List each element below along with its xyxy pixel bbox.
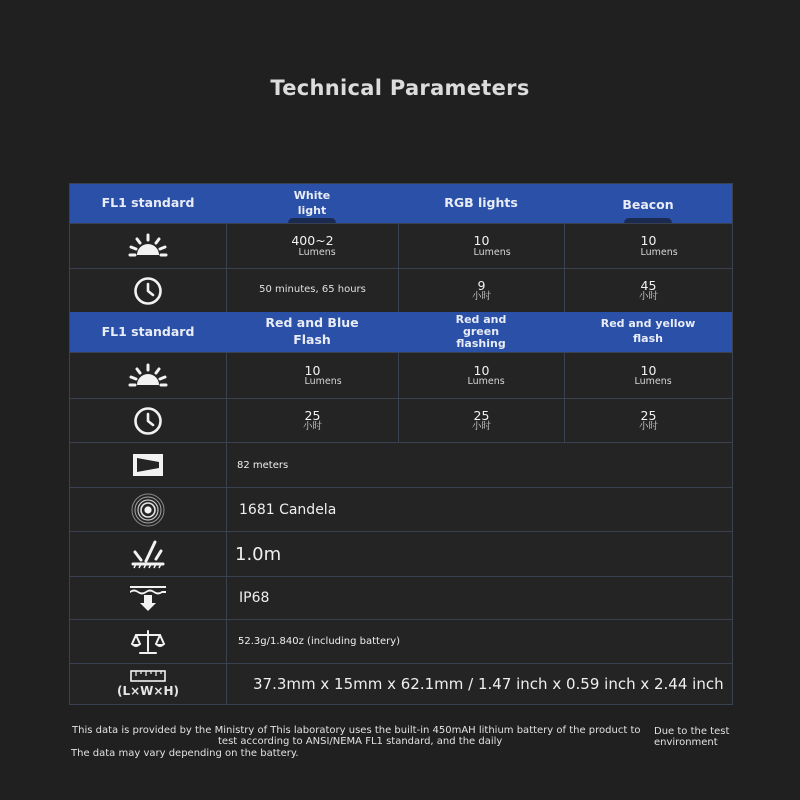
footer-note-line-1: This data is provided by the Ministry of This laboratory uses the built-in 450mAH lithium battery of the product to xyxy=(72,725,641,736)
brightness-unit: Lumens xyxy=(634,376,672,388)
runtime-value: 50 minutes, 65 hours xyxy=(259,284,366,296)
runtime-row xyxy=(70,398,732,442)
brightness-value: 400~2 xyxy=(291,233,334,249)
header-red-yellow-flash-label: Red and yellow flash xyxy=(600,317,696,345)
dimensions-row xyxy=(70,663,732,704)
page-title: Technical Parameters xyxy=(270,76,530,100)
white-light-runtime-cell xyxy=(226,269,398,312)
spec-table xyxy=(69,183,733,705)
dimensions-label: (L×W×H) xyxy=(116,684,179,698)
beam-distance-value: 82 meters xyxy=(226,443,732,487)
balance-scale-icon xyxy=(130,629,166,655)
brightness-sun-icon xyxy=(128,233,168,259)
header-row-flash-modes xyxy=(70,312,732,352)
rgb-brightness-cell xyxy=(398,224,564,268)
waterproof-icon xyxy=(128,583,168,613)
red-blue-brightness-cell xyxy=(226,353,398,398)
beacon-runtime-cell xyxy=(564,269,732,312)
header-cell-red-blue-flash xyxy=(226,312,398,352)
peak-intensity-icon-cell xyxy=(70,488,226,531)
dimensions-value: 37.3mm x 15mm x 62.1mm / 1.47 inch x 0.59 inch x 2.44 inch xyxy=(226,664,732,704)
beacon-brightness-cell xyxy=(564,224,732,268)
runtime-unit: 小时 xyxy=(638,421,658,433)
runtime-unit: 小时 xyxy=(302,421,322,433)
runtime-row xyxy=(70,268,732,312)
runtime-value: 25 xyxy=(473,407,490,423)
runtime-icon-cell xyxy=(70,399,226,442)
runtime-unit: 小时 xyxy=(471,421,491,433)
header-standard-label: FL1 standard xyxy=(101,195,195,211)
brightness-value: 10 xyxy=(473,362,490,378)
clock-icon xyxy=(133,406,163,436)
red-yellow-brightness-cell xyxy=(564,353,732,398)
impact-resistance-icon xyxy=(131,539,165,569)
runtime-value: 45 xyxy=(640,277,657,293)
brightness-unit: Lumens xyxy=(473,246,511,258)
brightness-value: 10 xyxy=(640,233,657,249)
footer-note-line-3: The data may vary depending on the battery. xyxy=(71,748,299,759)
brightness-icon-cell xyxy=(70,224,226,268)
dimensions-icon-cell xyxy=(70,664,226,704)
brightness-icon-cell xyxy=(70,353,226,398)
brightness-unit: Lumens xyxy=(467,376,505,388)
header-white-light-label: White light xyxy=(293,188,331,217)
waterproof-icon-cell xyxy=(70,577,226,619)
red-blue-runtime-cell xyxy=(226,399,398,442)
impact-resistance-value: 1.0m xyxy=(226,532,732,576)
brightness-unit: Lumens xyxy=(298,246,336,258)
red-green-brightness-cell xyxy=(398,353,564,398)
brightness-unit: Lumens xyxy=(640,246,678,258)
header-cell-beacon xyxy=(564,184,732,223)
beam-distance-icon xyxy=(131,452,165,478)
peak-intensity-row xyxy=(70,487,732,531)
red-green-runtime-cell xyxy=(398,399,564,442)
white-light-brightness-cell xyxy=(226,224,398,268)
runtime-icon-cell xyxy=(70,269,226,312)
rgb-runtime-cell xyxy=(398,269,564,312)
impact-resistance-icon-cell xyxy=(70,532,226,576)
peak-intensity-value: 1681 Candela xyxy=(226,488,732,531)
clock-icon xyxy=(133,276,163,306)
brightness-row xyxy=(70,352,732,398)
brightness-sun-icon xyxy=(128,363,168,389)
runtime-value: 25 xyxy=(304,407,321,423)
brightness-row xyxy=(70,223,732,268)
footer-side-note: Due to the test environment xyxy=(654,726,730,748)
header-rgb-lights-label: RGB lights xyxy=(444,195,518,211)
header-cell-rgb-lights xyxy=(398,184,564,223)
beam-distance-icon-cell xyxy=(70,443,226,487)
waterproof-row xyxy=(70,576,732,619)
weight-value: 52.3g/1.840z (including battery) xyxy=(226,620,732,663)
header-red-blue-flash-label: Red and Blue Flash xyxy=(265,315,359,347)
waterproof-value: IP68 xyxy=(226,577,732,619)
impact-resistance-row xyxy=(70,531,732,576)
weight-row xyxy=(70,619,732,663)
header-cell-standard xyxy=(70,312,226,352)
runtime-value: 9 xyxy=(477,277,486,293)
brightness-value: 10 xyxy=(304,362,321,378)
header-standard-label: FL1 standard xyxy=(101,323,195,339)
header-cell-standard xyxy=(70,184,226,223)
header-red-green-flash-label: Red and green flashing xyxy=(455,312,507,351)
beam-distance-row xyxy=(70,442,732,487)
header-cell-white-light xyxy=(226,184,398,223)
brightness-value: 10 xyxy=(640,362,657,378)
header-cell-red-yellow-flash xyxy=(564,312,732,352)
header-row-standard xyxy=(70,184,732,223)
footer-note-line-2: test according to ANSI/NEMA FL1 standard, and the daily xyxy=(218,736,503,747)
runtime-unit: 小时 xyxy=(638,291,658,303)
red-yellow-runtime-cell xyxy=(564,399,732,442)
concentric-rings-icon xyxy=(130,492,166,528)
brightness-unit: Lumens xyxy=(304,376,342,388)
ruler-icon xyxy=(130,670,166,682)
header-cell-red-green-flash xyxy=(398,312,564,352)
runtime-value: 25 xyxy=(640,407,657,423)
runtime-unit: 小时 xyxy=(471,291,491,303)
header-beacon-label: Beacon xyxy=(622,197,674,213)
weight-icon-cell xyxy=(70,620,226,663)
brightness-value: 10 xyxy=(473,233,490,249)
